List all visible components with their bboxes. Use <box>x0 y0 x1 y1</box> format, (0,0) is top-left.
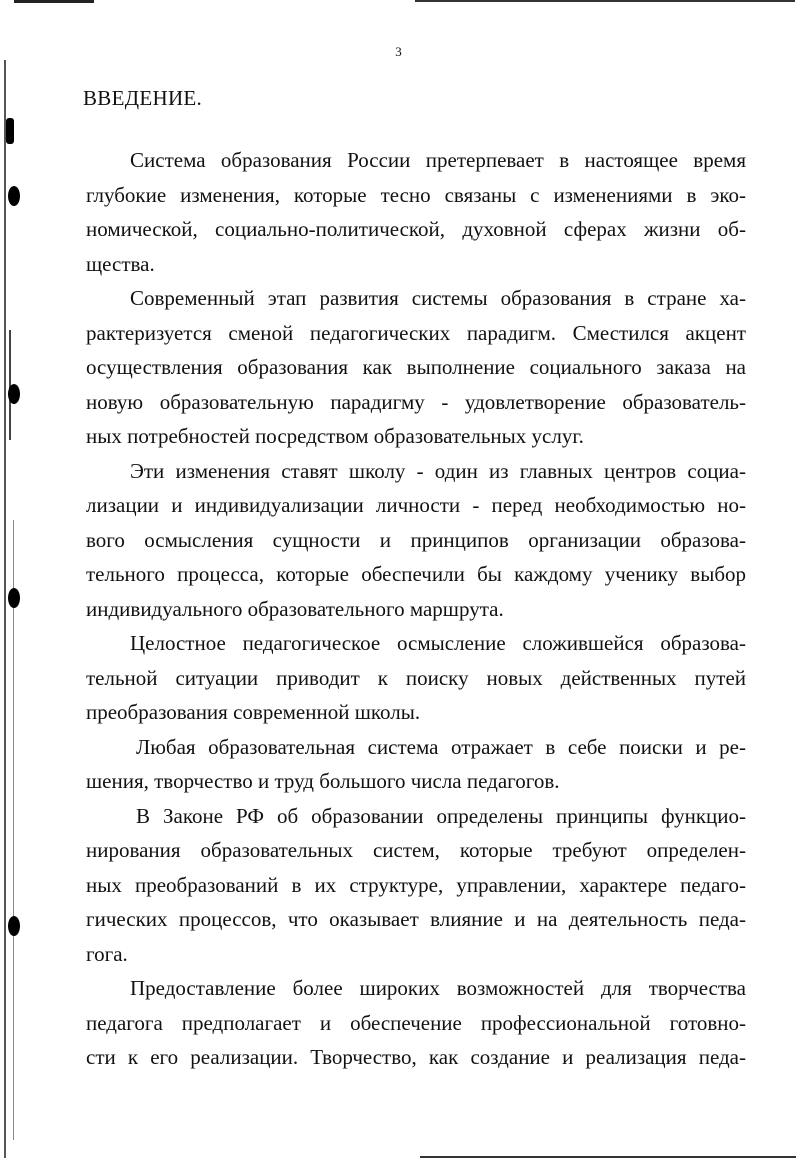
text-line: ных преобразований в их структуре, управлении, характере педаго- <box>86 872 746 897</box>
text-line: Система образования России претерпевает в настоящее время <box>130 148 746 172</box>
text-line: рактеризуется сменой педагогических парадигм. Сместился акцент <box>86 320 746 345</box>
page-number: 3 <box>395 44 402 59</box>
text-line: лизации и индивидуализации личности - перед необходимостью но- <box>86 493 746 517</box>
text-line: ных потребностей посредством образовательных услуг. <box>86 424 584 448</box>
scan-left-edge-line <box>4 60 6 1158</box>
text-line: индивидуального образовательного маршрута. <box>86 596 504 621</box>
text-line: тельного процесса, которые обеспечили бы каждому ученику выбор <box>86 562 746 586</box>
scan-left-edge-line-thin <box>13 520 14 1140</box>
text-line: гических процессов, что оказывает влияние и на деятельность педа- <box>86 907 746 931</box>
text-line: щества. <box>86 251 155 276</box>
punch-hole-mark <box>8 588 20 608</box>
punch-hole-mark <box>8 916 20 936</box>
text-line: новую образовательную парадигму - удовлетворение образователь- <box>86 389 746 414</box>
text-line: В Законе РФ об образовании определены принципы функцио- <box>136 803 746 828</box>
text-line: Эти изменения ставят школу - один из главных центров социа- <box>130 458 746 483</box>
document-body <box>86 143 746 1075</box>
text-line: Современный этап развития системы образования в стране ха- <box>130 286 746 310</box>
text-line: сти к его реализации. Творчество, как создание и реализация педа- <box>86 1045 746 1069</box>
scan-top-rule-right <box>415 0 795 2</box>
text-line: педагога предполагает и обеспечение профессиональной готовно- <box>86 1010 746 1035</box>
scan-top-rule-left <box>14 0 94 3</box>
text-line: вого осмысления сущности и принципов организации образова- <box>86 527 746 552</box>
text-line: глубокие изменения, которые тесно связаны с изменениями в эко- <box>86 182 746 207</box>
section-heading: ВВЕДЕНИЕ. <box>83 86 203 110</box>
text-line: преобразования современной школы. <box>86 700 421 724</box>
text-line: Целостное педагогическое осмысление сложившейся образова- <box>130 631 746 655</box>
text-line: тельной ситуации приводит к поиску новых действенных путей <box>86 665 746 690</box>
text-line: осуществления образования как выполнение социального заказа на <box>86 355 746 379</box>
text-line: Предоставление более широких возможностей для творчества <box>130 976 746 1000</box>
text-line: номической, социально-политической, духовной сферах жизни об- <box>86 217 746 241</box>
text-line: нирования образовательных систем, которые требуют определен- <box>86 838 746 862</box>
punch-hole-mark <box>8 384 20 404</box>
text-line: гога. <box>86 941 128 966</box>
text-line: шения, творчество и труд большого числа педагогов. <box>86 769 560 793</box>
text-line: Любая образовательная система отражает в себе поиски и ре- <box>136 734 746 759</box>
punch-hole-mark <box>8 186 20 206</box>
scan-binding-mark <box>6 118 14 144</box>
